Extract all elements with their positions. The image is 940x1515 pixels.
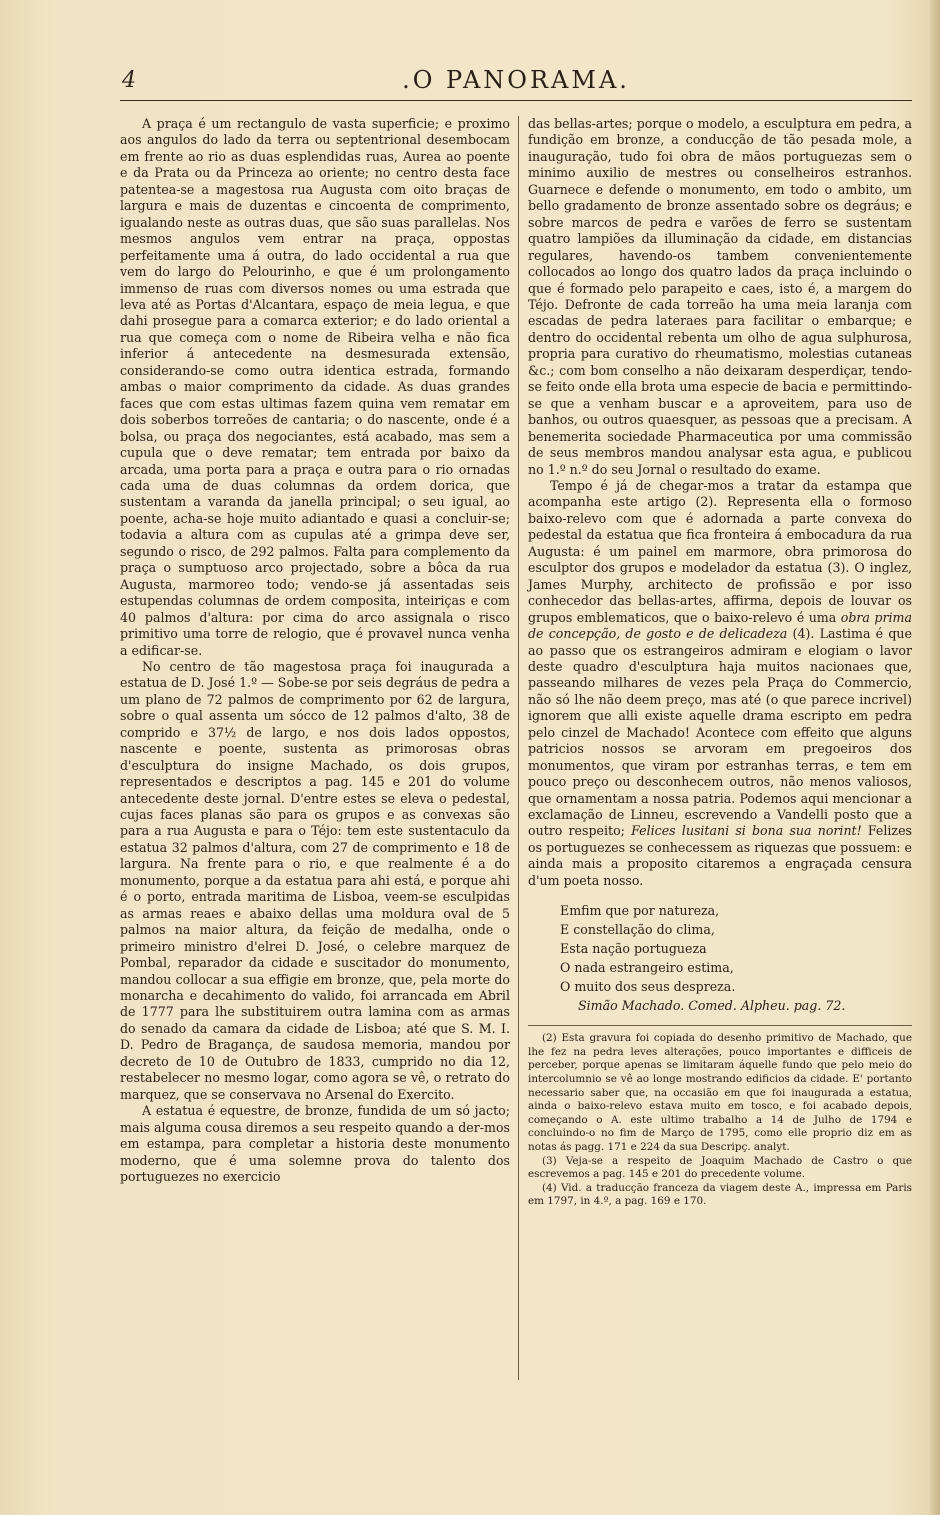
poem-line: E constellação do clima,: [560, 922, 715, 938]
text-run: Tempo é já de chegar-mos a tratar da estampa que acompanha este artigo (2). Representa ella o formoso baixo-relevo com que é adornada a parte convexa do pedestal da estatua que fica fronteira á embocadura da rua Augusta: é um painel em marmore, obra primorosa do esculptor dos grupos e modelador da estatua (3). O inglez, James Murphy, architecto de profissão e por isso conhecedor das bellas-artes, affirma, depois de louvar os grupos emblematicos, que o baixo-relevo é uma: [528, 477, 912, 625]
poem-source: Simão Machado. Comed. Alpheu. pag. 72.: [578, 998, 846, 1014]
footnote: (3) Veja-se a respeito de Joaquim Machado de Castro o que escrevemos a pag. 145 e 201 do precedente volume.: [528, 1154, 912, 1181]
header-rule: [120, 100, 912, 101]
paragraph: No centro de tão magestosa praça foi inaugurada a estatua de D. José 1.º — Sobe-se por seis degráus de pedra a um plano de 72 palmos de comprimento por 62 de largura, sobre o qual assenta um sócco de 12 palmos d'alto, 38 de comprido e 37½ de largo, e nos dois lados oppostos, nascente e poente, sustenta as primorosas obras d'esculptura do insigne Machado, os dois grupos, representados e descriptos a pag. 145 e 201 do volume antecedente deste jornal. D'entre estes se eleva o pedestal, cujas faces planas são para os grupos e as convexas são para a rua Augusta e para o Téjo: tem este sustentaculo da estatua 32 palmos d'altura, com 27 de comprimento e 18 de largura. Na frente para o rio, e que realmente é a do monumento, porque a da estatua para ahi está, e porque ahi é o porto, entrada maritima de Lisboa, veem-se esculpidas as armas reaes e abaixo dellas uma moldura oval de 5 palmos na maior altura, da feição de medalha, onde o primeiro ministro d'elrei D. José, o celebre marquez de Pombal, reparador da cidade e suscitador do monumento, mandou collocar a sua effigie em bronze, que, pela morte do monarcha e decahimento do valido, foi arrancada em Abril de 1777 para lhe substituirem outra lamina com as armas do senado da camara da cidade de Lisboa; até que S. M. I. D. Pedro de Bragança, de saudosa memoria, mandou por decreto de 10 de Outubro de 1833, cumprido no dia 12, restabelecer no mesmo logar, como agora se vê, o retrato do marquez, que se conservava no Arsenal do Exercito.: [120, 658, 510, 1102]
page-edge: [930, 0, 940, 1515]
footnotes: [528, 1032, 912, 1209]
footnote: (2) Esta gravura foi copiada do desenho primitivo de Machado, que lhe fez na pedra leves alterações, pouco importantes e difficeis de perceber, porque apenas se limitaram áquelle fundo que pelo meio do intercolumnio se vê ao longe mostrando edificios da cidade. E' portanto necessario saber que, na occasião em que foi inaugurada a estatua, ainda o baixo-relevo estava muito em tosco, e foi acabado depois, começando o A. este ultimo trabalho a 14 de Julho de 1794 e concluindo-o no fim de Março de 1795, como elle proprio diz em as notas ás pagg. 171 e 224 da sua Descripç. analyt.: [528, 1032, 912, 1154]
text-run: (4). Lastima é que ao passo que os estrangeiros admiram e elogiam o lavor deste quadro d'esculptura haja muitos nacionaes que, passeando milhares de vezes pela Praça do Commercio, não só lhe não deem preço, mas até (o que parece incrivel) ignorem que alli existe aquelle drama escripto em pedra pelo cinzel de Machado! Acontece com effeito que alguns patricios nossos se arvoram em pregoeiros dos monumentos, que viram por estranhas terras, e tem em pouco preço ou desconhecem outros, não menos valiosos, que ornamentam a nossa patria. Podemos aqui mencionar a exclamação de Linneu, escrevendo a Vandelli posto que a outro respeito;: [528, 626, 912, 839]
page-header: [120, 62, 912, 102]
paragraph: A estatua é equestre, de bronze, fundida de um só jacto; mais alguma cousa diremos a seu respeito quando a der-mos em estampa, para completar a historia deste monumento moderno, que é uma solemne prova do talento dos portuguezes no exercicio: [120, 1103, 510, 1184]
footnote: (4) Vid. a traducção franceza da viagem deste A., impressa em Paris em 1797, in 4.º, a pag. 169 e 170.: [528, 1181, 912, 1208]
paragraph: das bellas-artes; porque o modelo, a esculptura em pedra, a fundição em bronze, a conducção de tão pesada mole, a inauguração, tudo foi obra de mãos portuguezas sem o minimo auxilio de mestres ou conselheiros estranhos. Guarnece e defende o monumento, em todo o ambito, um bello gradamento de bronze assentado sobre os degráus; e sobre marcos de pedra e varões de ferro se sustentam quatro lampiões da illuminação da cidade, em distancias regulares, havendo-os tambem convenientemente collocados ao longo dos quatro lados da praça incluindo o que é formado pelo parapeito e caes, isto é, a margem do Téjo. Defronte de cada torreão ha uma meia laranja com escadas de pedra lateraes para facilitar o embarque; e dentro do occidental rebenta um olho de agua sulphurosa, propria para curativo do rheumatismo, molestias cutaneas &c.; com bom conselho a não deixaram desperdiçar, tendo-se feito onde ella brota uma especie de bacia e permittindo-se que a venham buscar e a aproveitem, para uso de banhos, ou outros quaesquer, as pessoas que a precisam. A benemerita sociedade Pharmaceutica por uma commissão de seus membros mandou analysar esta agua, e publicou no 1.º n.º do seu Jornal o resultado do exame.: [528, 116, 912, 477]
page-number: 4: [122, 68, 136, 93]
text-run: Felizes os portuguezes se conhecessem as riquezas que possuem: e ainda mais a proposito citaremos a engraçada censura d'um poeta nosso.: [528, 823, 912, 888]
poem-line: O muito dos seus despreza.: [560, 979, 736, 995]
poem-line: O nada estrangeiro estima,: [560, 960, 734, 976]
journal-title: .O PANORAMA.: [402, 66, 630, 94]
right-column: [528, 116, 912, 1209]
paragraph: [528, 478, 912, 889]
left-column: [120, 116, 510, 1185]
column-divider: [518, 116, 519, 1380]
poem-line: Esta nação portugueza: [560, 941, 707, 957]
footnote-rule: [528, 1025, 912, 1026]
paragraph: A praça é um rectangulo de vasta superficie; e proximo aos angulos do lado da terra ou septentrional desembocam em frente ao rio as duas esplendidas ruas, Aurea ao poente e da Prata ou da Princeza ao oriente; no centro desta face patentea-se a magestosa rua Augusta com oito braças de largura e mais de duzentas e cincoenta de comprimento, igualando neste as outras duas, que são suas parallelas. Nos mesmos angulos vem entrar na praça, oppostas perfeitamente uma á outra, do lado occidental a rua que vem do largo do Pelourinho, e que é um prolongamento immenso de ruas com diversos nomes ou uma estrada que leva até as Portas d'Alcantara, espaço de meia legua, e que dahi prosegue para a comarca exterior; e do lado oriental a rua que começa com o nome de Ribeira velha e não fica inferior á antecedente na desmesurada extensão, considerando-se como outra identica estrada, formando ambas o maior comprimento da cidade. As duas grandes faces que com estas ultimas fazem quina vem rematar em dois soberbos torreões de cantaria; o do nascente, onde é a bolsa, ou praça dos negociantes, está acabado, mas sem a cupula que o deve rematar; tem entrada por baixo da arcada, uma porta para a praça e outra para o rio ornadas cada uma de duas columnas da ordem dorica, que sustentam a varanda da janella principal; o seu igual, ao poente, acha-se hoje muito adiantado e quasi a concluir-se; todavia a altura com as cupulas até a grimpa deve ser, segundo o risco, de 292 palmos. Falta para complemento da praça o sumptuoso arco projectado, sobre a bôca da rua Augusta, marmoreo todo; vendo-se já assentadas seis estupendas columnas de ordem composita, inteiriças e com 40 palmos d'altura: por cima do arco assignala o risco primitivo uma torre de relogio, que é provavel nunca venha a edificar-se.: [120, 116, 510, 658]
italic-quote: obra prima de concepção, de gosto e de delicadeza: [528, 609, 912, 642]
poem: [560, 901, 912, 1015]
latin-quote: Felices lusitani si bona sua norint!: [631, 823, 862, 839]
poem-line: Emfim que por natureza,: [560, 903, 720, 919]
